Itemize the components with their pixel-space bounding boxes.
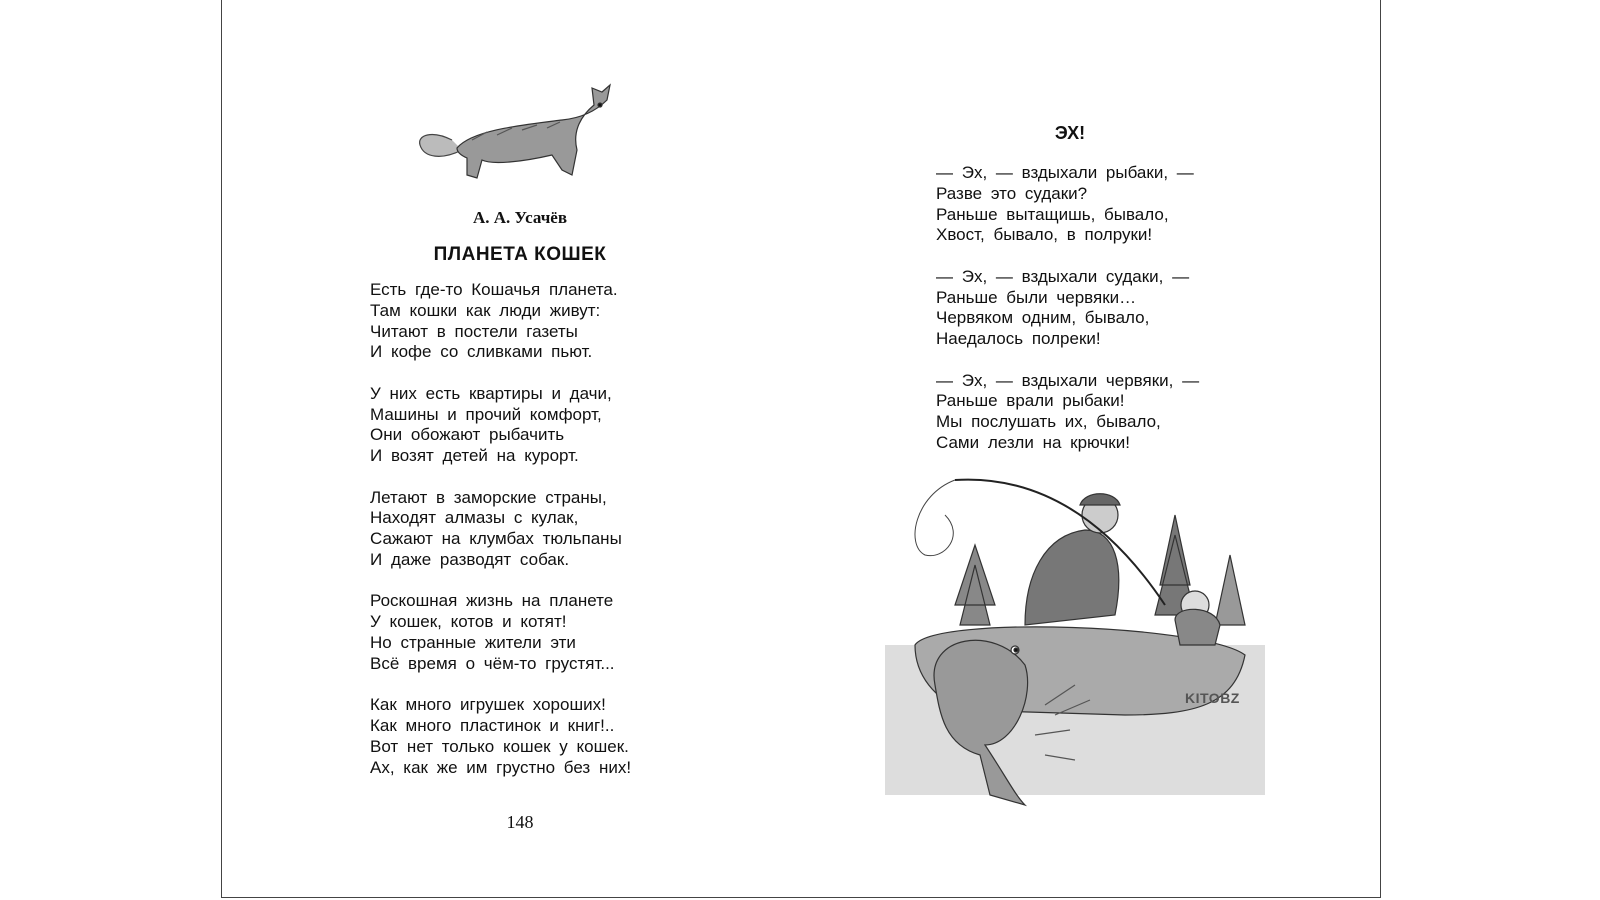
poem-line: Раньше были червяки… — [936, 287, 1137, 307]
poem-line: Летают в заморские страны, — [370, 487, 607, 507]
stanza — [370, 280, 631, 363]
poem-line: Находят алмазы с кулак, — [370, 508, 579, 528]
poem-line: Читают в постели газеты — [370, 321, 578, 341]
poem-line: Раньше врали рыбаки! — [936, 391, 1125, 411]
poem-line: Как много игрушек хороших! — [370, 695, 606, 715]
poem-line: Сажают на клумбах тюльпаны — [370, 529, 622, 549]
author-name: А. А. Усачёв — [472, 208, 568, 227]
stanza — [370, 488, 631, 571]
stanza — [936, 163, 1199, 246]
watermark: KITOBZ — [1185, 690, 1240, 706]
poem-line: Наедалось полреки! — [936, 329, 1101, 349]
poem-right — [936, 163, 1199, 474]
poem-line: Разве это судаки? — [936, 183, 1088, 203]
poem-line: Машины и прочий комфорт, — [370, 404, 602, 424]
stanza — [370, 695, 631, 778]
poem-line: Как много пластинок и книг!.. — [370, 715, 615, 735]
poem-line: Роскошная жизнь на планете — [370, 591, 614, 611]
poem-line: Хвост, бывало, в полруки! — [936, 225, 1153, 245]
poem-line: И кофе со сливками пьют. — [370, 342, 593, 362]
poem-line: У них есть квартиры и дачи, — [370, 383, 612, 403]
poem-line: Раньше вытащишь, бывало, — [936, 204, 1169, 224]
poem-line: Там кошки как люди живут: — [370, 300, 601, 320]
stanza — [936, 371, 1199, 454]
poem-title-right: ЭХ! — [1054, 123, 1086, 143]
stanza — [370, 591, 631, 674]
poem-line: — Эх, — вздыхали червяки, — — [936, 370, 1200, 390]
poem-line: И возят детей на курорт. — [370, 446, 579, 466]
poem-line: Вот нет только кошек у кошек. — [370, 736, 629, 756]
poem-line: И даже разводят собак. — [370, 549, 570, 569]
stanza — [936, 267, 1199, 350]
fishermen-boat-illustration — [875, 475, 1285, 815]
poem-line: Ах, как же им грустно без них! — [370, 757, 632, 777]
page-number: 148 — [506, 812, 534, 832]
poem-line: — Эх, — вздыхали рыбаки, — — [936, 163, 1194, 182]
poem-line: У кошек, котов и котят! — [370, 612, 567, 632]
poem-line: Есть где-то Кошачья планета. — [370, 280, 618, 299]
stanza — [370, 384, 631, 467]
poem-left — [370, 280, 631, 799]
poem-line: — Эх, — вздыхали судаки, — — [936, 266, 1190, 286]
poem-title-left: ПЛАНЕТА КОШЕК — [433, 244, 607, 265]
poem-line: Они обожают рыбачить — [370, 425, 565, 445]
poem-line: Но странные жители эти — [370, 632, 576, 652]
poem-line: Всё время о чём-то грустят... — [370, 653, 615, 673]
cat-illustration — [412, 70, 622, 190]
poem-line: Мы послушать их, бывало, — [936, 412, 1161, 432]
poem-line: Сами лезли на крючки! — [936, 432, 1130, 452]
poem-line: Червяком одним, бывало, — [936, 308, 1150, 328]
